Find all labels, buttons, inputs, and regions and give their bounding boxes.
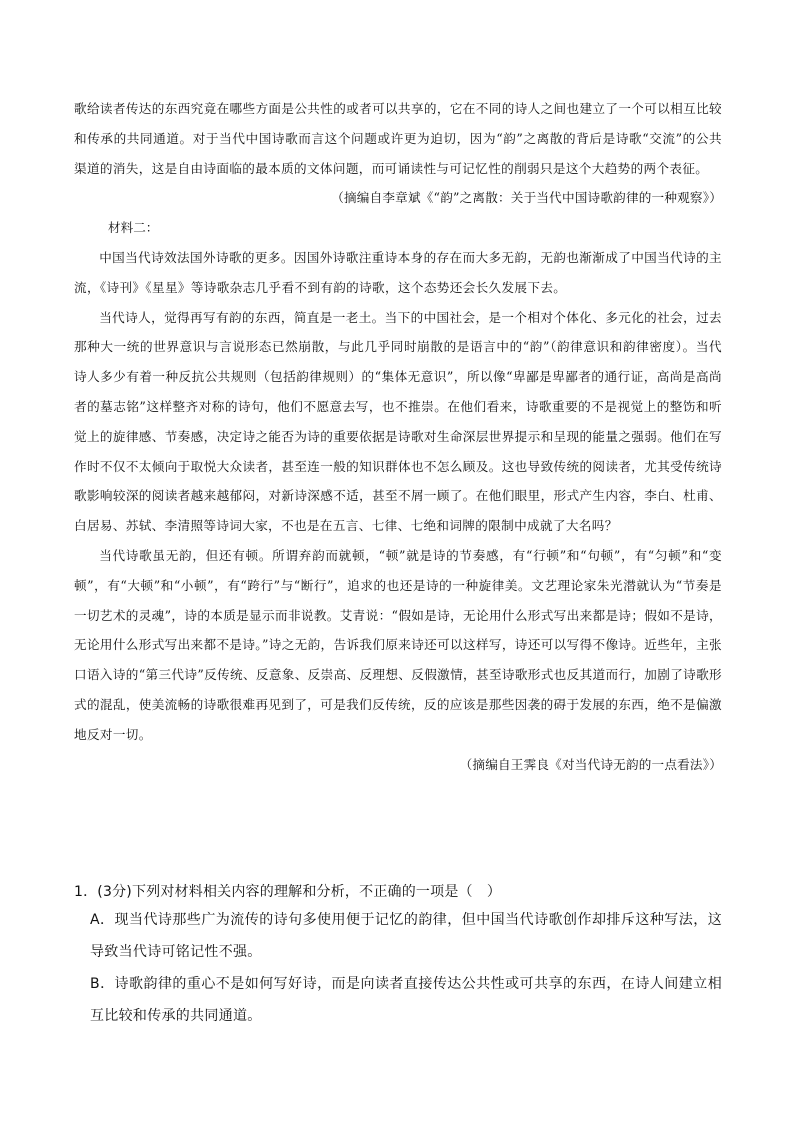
material-two-source: （摘编自王霁良《对当代诗无韵的一点看法》） bbox=[459, 756, 722, 772]
material-one-paragraph: 歌给读者传达的东西究竟在哪些方面是公共性的或者可以共享的，它在不同的诗人之间也建立了一个可以相互比较和传承的共同通道。对于当代中国诗歌而言这个问题或许更为迫切，因为“韵”之离散的背后是诗歌“交流”的公共渠道的消失，这是自由诗面临的最本质的文体问题，而可诵读性与可记忆性的削弱只是这个大趋势的两个表征。 bbox=[74, 101, 722, 176]
question-block bbox=[74, 880, 722, 1032]
material-one-source: （摘编自李章斌《“韵”之离散：关于当代中国诗歌韵律的一种观察》） bbox=[331, 190, 722, 206]
material-two-label: 材料二： bbox=[108, 220, 159, 236]
answer-option-b[interactable]: B．诗歌韵律的重心不是如何写好诗，而是向读者直接传达公共性或可共享的东西，在诗人间建立相互比较和传承的共同通道。 bbox=[90, 976, 722, 1024]
material-two-paragraph: 当代诗人，觉得再写有韵的东西，简直是一老土。当下的中国社会，是一个相对个体化、多元化的社会，过去那种大一统的世界意识与言说形态已然崩散，与此几乎同时崩散的是语言中的“韵”（韵律意识和韵律密度）。当代诗人多少有着一种反抗公共规则（包括韵律规则）的“集体无意识”，所以像“卑鄙是卑鄙者的通行证，高尚是高尚者的墓志铭”这样整齐对称的诗句，他们不愿意去写，也不推崇。在他们看来，诗歌重要的不是视觉上的整饬和听觉上的旋律感、节奏感，决定诗之能否为诗的重要依据是诗歌对生命深层世界提示和呈现的能量之强弱。他们在写作时不仅不太倾向于取悦大众读者，甚至连一般的知识群体也不怎么顾及。这也导致传统的阅读者，尤其受传统诗歌影响较深的阅读者越来越郁闷，对新诗深感不适，甚至不屑一顾了。在他们眼里，形式产生内容，李白、杜甫、白居易、苏轼、李清照等诗词大家，不也是在五言、七律、七绝和词牌的限制中成就了大名吗？ bbox=[74, 309, 722, 534]
material-two-paragraph: 当代诗歌虽无韵，但还有顿。所谓弃韵而就顿，“顿”就是诗的节奏感，有“行顿”和“句顿”，有“匀顿”和“变顿”，有“大顿”和“小顿”，有“跨行”与“断行”，追求的也还是诗的一种旋律美。文艺理论家朱光潜就认为“节奏是一切艺术的灵魂”，诗的本质是显示而非说教。艾青说：“假如是诗，无论用什么形式写出来都是诗；假如不是诗，无论用什么形式写出来都不是诗。”诗之无韵，告诉我们原来诗还可以这样写，诗还可以写得不像诗。近些年，主张口语入诗的“第三代诗”反传统、反意象、反崇高、反理想、反假激情，甚至诗歌形式也反其道而行，加剧了诗歌形式的混乱，使美流畅的诗歌很难再见到了，可是我们反传统，反的应该是那些因袭的碍于发展的东西，绝不是偏激地反对一切。 bbox=[74, 547, 722, 742]
reading-material bbox=[74, 94, 722, 779]
question-stem: 1．(3分)下列对材料相关内容的理解和分析，不正确的一项是（ ） bbox=[74, 884, 502, 900]
answer-option-a[interactable]: A．现当代诗那些广为流传的诗句多使用便于记忆的韵律，但中国当代诗歌创作却排斥这种写法，这导致当代诗可铭记性不强。 bbox=[90, 912, 722, 960]
material-two-paragraph: 中国当代诗效法国外诗歌的更多。因国外诗歌注重诗本身的存在而大多无韵，无韵也渐渐成了中国当代诗的主流，《诗刊》《星星》等诗歌杂志几乎看不到有韵的诗歌，这个态势还会长久发展下去。 bbox=[74, 249, 722, 295]
